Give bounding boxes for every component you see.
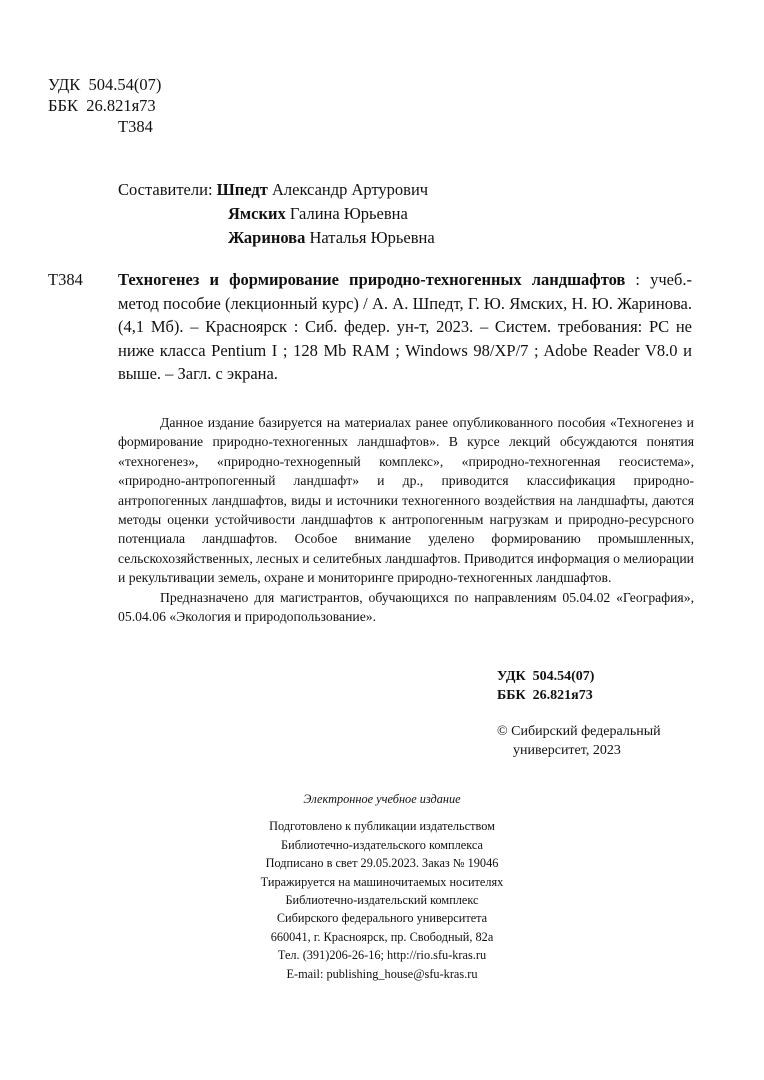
abstract-paragraph: Данное издание базируется на материалах ранее опубликованного пособия «Техногенез и формирование природно-техногенных ландшафтов». В курсе лекций обсуждаются понятия «техногенез», «природно-технogenный комплекс», «природно-техногенная геосистема», «природно-антропогенный ландшафт» и др., приводится классификация природно-антропогенных ландшафтов, виды и источники техногенного воздействия на ландшафты, даются методы оценки устойчивости ландшафтов к антропогенным нагрузкам и природно-ресурсного потенциала ландшафтов. Особое внимание уделено формированию промышленных, сельскохозяйственных, лесных и селитебных ландшафтов. Приводится информация о мелиорации и рекультивации земель, охране и мониторинге природно-техногенных ландшафтов. <box>118 415 694 586</box>
edition-type: Электронное учебное издание <box>303 792 461 806</box>
copyright-line: университет, 2023 <box>513 743 621 758</box>
compiler-surname: Жаринова <box>228 228 306 247</box>
compiler-row <box>118 226 435 250</box>
bibliographic-record <box>48 268 692 386</box>
biblio-text <box>118 268 692 386</box>
imprint <box>0 790 764 983</box>
compiler-name: Наталья Юрьевна <box>309 228 435 247</box>
udk-code: УДК 504.54(07) <box>497 669 595 684</box>
compiler-surname: Ямских <box>228 204 286 223</box>
right-classification-codes <box>497 667 594 705</box>
compiler-name: Галина Юрьевна <box>289 204 408 223</box>
imprint-line: Тиражируется на машиночитаемых носителях <box>260 874 504 889</box>
bbk-code: ББК 26.821я73 <box>497 688 593 703</box>
compiler-surname: Шпедт <box>216 180 268 199</box>
imprint-line: Сибирского федерального университета <box>276 911 488 926</box>
imprint-line: Библиотечно-издательский комплекс <box>285 893 479 908</box>
compilers-label: Составители: <box>118 180 213 199</box>
imprint-line: Библиотечно-издательского комплекса <box>281 837 483 852</box>
udk-code: УДК 504.54(07) <box>48 75 162 94</box>
classification-codes <box>48 74 161 137</box>
imprint-line: 660041, г. Красноярск, пр. Свободный, 82а <box>270 929 494 944</box>
imprint-line: Подготовлено к публикации издательством <box>269 819 495 834</box>
copyright-line: © Сибирский федеральный <box>497 724 661 739</box>
abstract <box>118 413 694 626</box>
imprint-line: Тел. (391)206-26-16; http://rio.sfu-kras.ru <box>277 948 487 963</box>
bbk-code: ББК 26.821я73 <box>48 96 156 115</box>
imprint-line: Подписано в свет 29.05.2023. Заказ № 19046 <box>265 856 499 871</box>
imprint-line: E-mail: publishing_house@sfu-kras.ru <box>286 966 478 981</box>
compiler-row <box>118 202 435 226</box>
copyright-notice <box>497 722 661 760</box>
compiler-row <box>118 178 435 202</box>
compiler-name: Александр Артурович <box>271 180 429 199</box>
biblio-code: Т384 <box>48 270 83 289</box>
abstract-paragraph: Предназначено для магистрантов, обучающихся по направлениям 05.04.02 «География», 05.04.06 «Экология и природопользование». <box>118 589 694 625</box>
biblio-details: : учеб.-метод пособие (лекционный курс) / А. А. Шпедт, Г. Ю. Ямских, Н. Ю. Жаринова. (4,1 Мб). – Красноярск : Сиб. федер. ун-т, 2023. – Систем. требования: PC не ниже класса Pentium I ; 128 Mb RAM ; Windows 98/XP/7 ; Adobe Reader V8.0 и выше. – Загл. с экрана. <box>118 270 692 383</box>
author-sign: Т384 <box>118 117 153 136</box>
compilers-block <box>118 178 435 250</box>
book-title: Техногенез и формирование природно-техногенных ландшафтов <box>118 270 626 289</box>
